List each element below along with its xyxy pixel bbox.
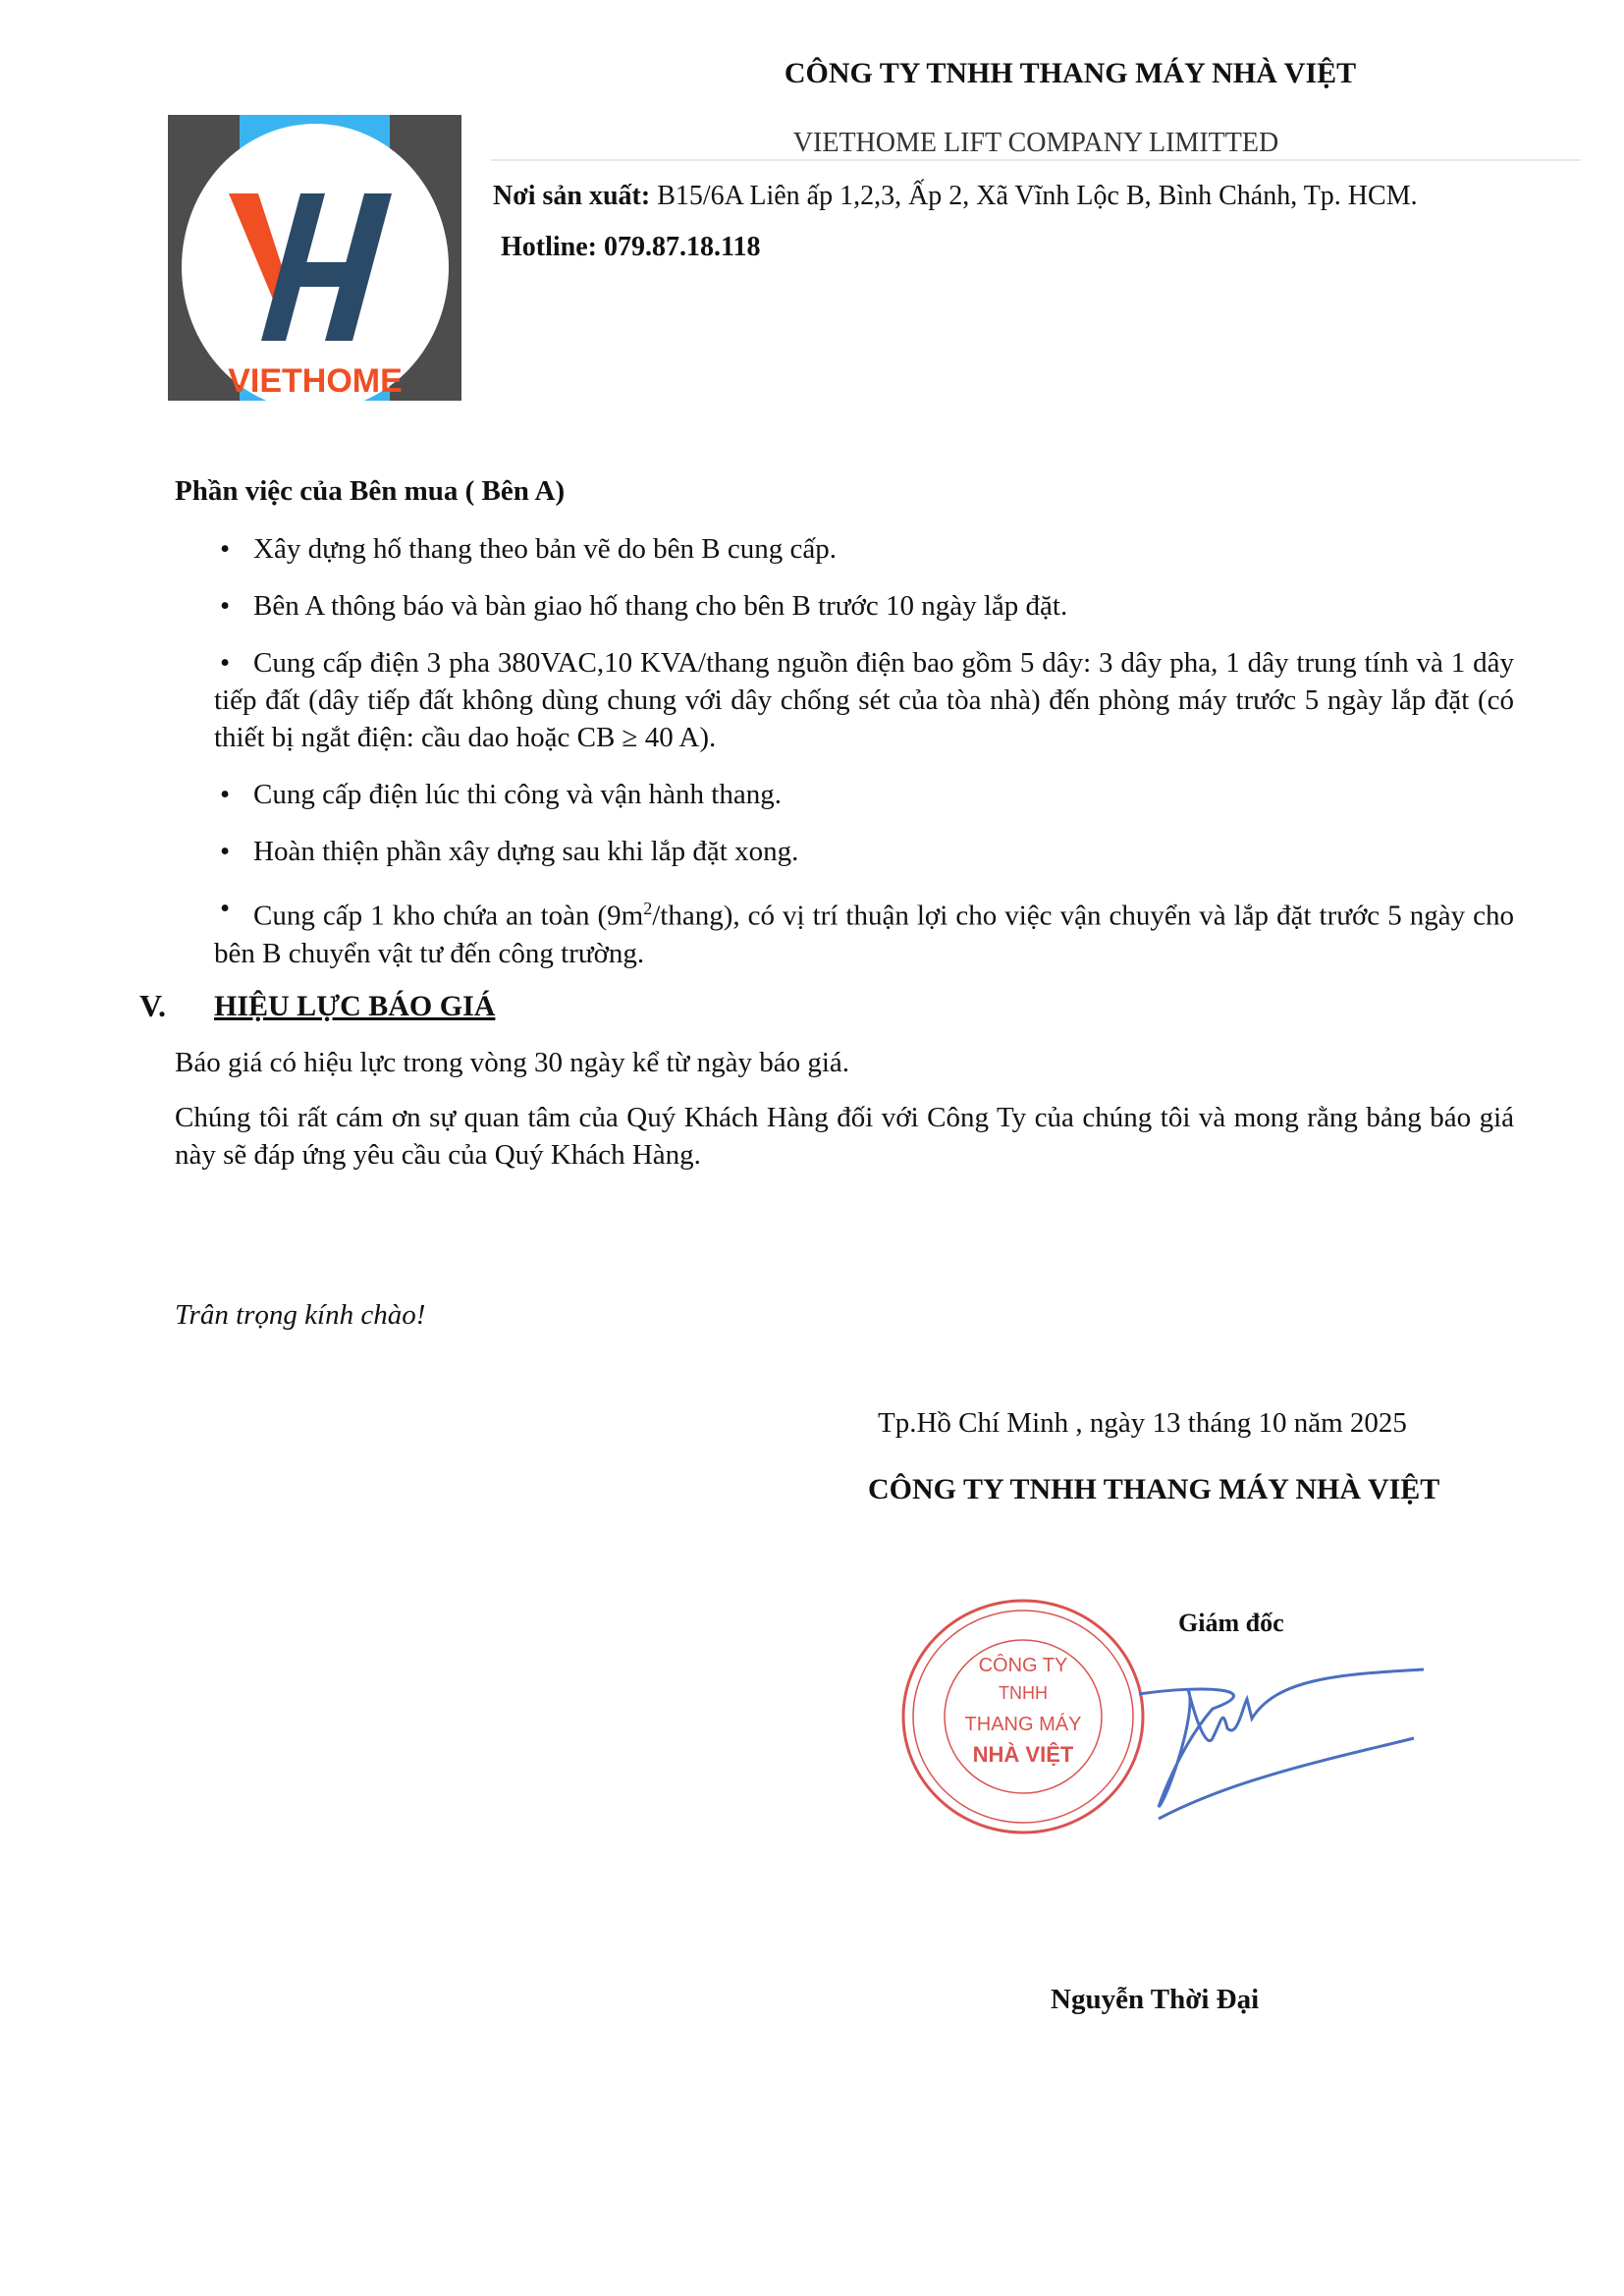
company-name-vn: CÔNG TY TNHH THANG MÁY NHÀ VIỆT xyxy=(784,57,1357,89)
viethome-logo xyxy=(168,115,461,401)
stamp-text: NHÀ VIỆT xyxy=(972,1742,1074,1767)
stamp-text: CÔNG TY xyxy=(978,1655,1068,1676)
logo-brand-text: VIETHOME xyxy=(228,362,403,400)
date-line: Tp.Hồ Chí Minh , ngày 13 tháng 10 năm 2025 xyxy=(878,1407,1407,1439)
closing-company: CÔNG TY TNHH THANG MÁY NHÀ VIỆT xyxy=(868,1473,1440,1505)
company-name-en: VIETHOME LIFT COMPANY LIMITTED xyxy=(792,128,1279,158)
list-item: • Xây dựng hố thang theo bản vẽ do bên B cung cấp. xyxy=(214,530,1514,568)
validity-text: Báo giá có hiệu lực trong vòng 30 ngày kể từ ngày báo giá. xyxy=(175,1047,849,1078)
thanks-text: Chúng tôi rất cám ơn sự quan tâm của Quý Khách Hàng đối với Công Ty của chúng tôi và mong rằng bảng báo giá này sẽ đáp ứng yêu cầu của Quý Khách Hàng. xyxy=(175,1102,1514,1171)
buyer-section-heading: Phần việc của Bên mua ( Bên A) xyxy=(175,475,566,507)
section-number: V. xyxy=(139,988,166,1023)
list-item xyxy=(214,890,1514,972)
section-heading: HIỆU LỰC BÁO GIÁ xyxy=(214,990,496,1022)
list-item: • Bên A thông báo và bàn giao hố thang cho bên B trước 10 ngày lắp đặt. xyxy=(214,587,1514,625)
stamp-text: TNHH xyxy=(999,1683,1048,1703)
list-item: • Cung cấp điện lúc thi công và vận hành thang. xyxy=(214,776,1514,813)
signer-name: Nguyễn Thời Đại xyxy=(1051,1984,1260,2015)
list-item: • Hoàn thiện phần xây dựng sau khi lắp đặt xong. xyxy=(214,833,1514,870)
item-text: Cung cấp 1 kho chứa an toàn (9m xyxy=(253,900,644,932)
address-label: Nơi sản xuất: xyxy=(493,181,651,211)
superscript: 2 xyxy=(643,899,653,918)
list-item: • Cung cấp điện 3 pha 380VAC,10 KVA/thang nguồn điện bao gồm 5 dây: 3 dây pha, 1 dây trung tính và 1 dây tiếp đất (dây tiếp đất không dùng chung với dây chống sét của tòa nhà) đến phòng máy trước 5 ngày lắp đặt (có thiết bị ngắt điện: cầu dao hoặc CB ≥ 40 A). xyxy=(214,644,1514,756)
address-value: B15/6A Liên ấp 1,2,3, Ấp 2, Xã Vĩnh Lộc B, Bình Chánh, Tp. HCM. xyxy=(650,181,1418,211)
greeting: Trân trọng kính chào! xyxy=(175,1299,426,1331)
item-text: /thang), có vị trí thuận lợi cho việc vận chuyển và lắp đặt trước 5 ngày cho bên B chuyển vật tư đến công trường. xyxy=(214,900,1514,969)
signature xyxy=(1041,1650,1434,1854)
signer-title: Giám đốc xyxy=(1178,1609,1284,1637)
address xyxy=(493,181,1418,212)
stamp-text: THANG MÁY xyxy=(964,1714,1082,1735)
buyer-duties-list xyxy=(214,530,1514,992)
header-divider xyxy=(491,159,1581,161)
hotline: Hotline: 079.87.18.118 xyxy=(501,232,761,262)
